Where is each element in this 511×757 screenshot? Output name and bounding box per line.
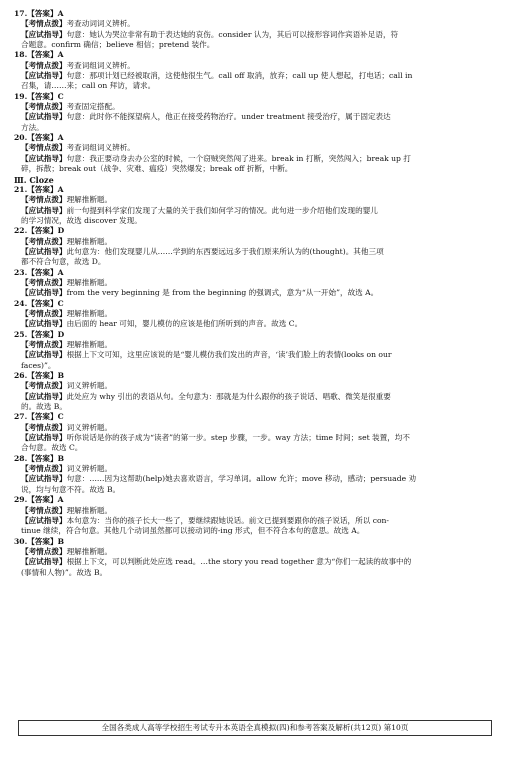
page-footer: 全国各类成人高等学校招生考试专升本英语全真模拟(四)和参考答案及解析(共12页) 第10页: [18, 720, 492, 736]
explanation-text: 词义辨析题。: [66, 381, 113, 391]
tag-label: 【应试指导】: [21, 288, 67, 298]
tag-label: 【应试指导】: [21, 246, 67, 256]
explanation-continuation: faces)”。: [21, 360, 56, 370]
answer-heading: 22.【答案】D: [14, 226, 65, 236]
answer-heading: 24.【答案】C: [14, 298, 64, 308]
answer-heading: 17.【答案】A: [14, 9, 64, 18]
explanation-continuation: 都不符合句意，故选 D。: [21, 257, 106, 267]
explanation-text: 理解推断题。: [66, 505, 113, 515]
explanation-line: [14, 61, 500, 71]
tag-label: 【考情点拨】: [21, 102, 67, 112]
explanation-line: [14, 433, 500, 443]
tag-label: 【考情点拨】: [21, 340, 67, 349]
explanation-line: [14, 547, 500, 557]
explanation-line: [14, 319, 500, 329]
tag-label: 【考情点拨】: [21, 505, 67, 515]
explanation-line: [14, 154, 500, 164]
explanation-text: 根据上下文可知，这里应该说的是“婴儿模仿我们发出的声音，‘读’我们脸上的表情(looks on our: [66, 350, 392, 360]
explanation-text: 考查词组词义辨析。: [66, 60, 135, 70]
explanation-line: [14, 350, 500, 360]
answer-heading: 21.【答案】A: [14, 184, 64, 194]
answer-heading: 20.【答案】A: [14, 133, 64, 143]
tag-label: 【应试指导】: [21, 350, 67, 360]
explanation-continuation: 召集，请……来；call on 拜访，请求。: [21, 81, 156, 91]
explanation-line: [14, 381, 500, 391]
explanation-text: 由后面的 hear 可知，婴儿模仿的应该是他们所听到的声音。故选 C。: [66, 319, 303, 329]
explanation-line: [14, 464, 500, 474]
explanation-line: [14, 112, 500, 122]
explanation-text: 理解推断题。: [66, 236, 113, 246]
explanation-line: [14, 423, 500, 433]
explanation-text: 词义辨析题。: [66, 464, 113, 474]
explanation-continuation: 说，均与句意不符。故选 B。: [21, 484, 121, 494]
tag-label: 【考情点拨】: [21, 464, 67, 474]
explanation-text: from the very beginning 是 from the beginning 的强调式，意为“从一开始”，故选 A。: [66, 288, 379, 298]
explanation-line: [14, 309, 500, 319]
explanation-line: [14, 340, 500, 350]
explanation-text: 根据上下文，可以判断此处应选 read。…the story you read together 意为“你们一起读的故事中的: [66, 557, 412, 567]
tag-label: 【应试指导】: [21, 205, 67, 215]
answer-heading: 30.【答案】B: [14, 536, 65, 546]
explanation-text: 句意：我正要动身去办公室的时候，一个窃贼突然闯了进来。break in 打断，突然闯入；break up 打: [66, 153, 411, 163]
explanation-text: 考查动词词义辨析。: [66, 19, 135, 29]
explanation-text: 此处应为 why 引出的表语从句。全句意为：那就是为什么跟你的孩子说话、唱歌、微笑是很重要: [66, 391, 391, 401]
explanation-text: 考查词组词义辨析。: [66, 143, 135, 153]
tag-label: 【考情点拨】: [21, 143, 67, 153]
explanation-continuation: 的学习情况，故选 discover 发现。: [21, 215, 142, 225]
explanation-text: 句意：那项计划已经被取消，这使他很生气。call off 取消，放弃；call up 使人想起，打电话；call in: [66, 71, 413, 81]
tag-label: 【应试指导】: [21, 474, 67, 484]
tag-label: 【考情点拨】: [21, 308, 67, 318]
explanation-line: [14, 506, 500, 516]
explanation-line: [14, 392, 500, 402]
tag-label: 【考情点拨】: [21, 60, 67, 70]
explanation-line: [14, 237, 500, 247]
explanation-line: [14, 247, 500, 257]
answer-heading: 29.【答案】A: [14, 495, 64, 505]
explanation-text: 理解推断题。: [66, 277, 113, 287]
explanation-continuation: 合题意。confirm 确信；believe 相信；pretend 装作。: [21, 40, 215, 50]
explanation-continuation: tinue 继续，符合句意。其他几个动词虽然都可以接动词的-ing 形式，但不符合本句的意思。故选 A。: [21, 526, 365, 536]
explanation-line: [14, 102, 500, 112]
tag-label: 【考情点拨】: [21, 546, 67, 556]
explanation-line: [14, 19, 500, 29]
explanation-line: [14, 278, 500, 288]
explanation-line: [14, 195, 500, 205]
explanation-line: [14, 557, 500, 567]
tag-label: 【应试指导】: [21, 112, 67, 122]
answer-heading: 27.【答案】C: [14, 412, 64, 422]
tag-label: 【应试指导】: [21, 515, 67, 525]
explanation-line: [14, 30, 500, 40]
explanation-line: [14, 516, 500, 526]
explanation-continuation: 合句意。故选 C。: [21, 443, 83, 453]
explanation-text: 前一句提到科学家们发现了大量的关于我们如何学习的情况。此句进一步介绍他们发现的婴儿: [66, 205, 378, 215]
answer-heading: 19.【答案】C: [14, 91, 64, 101]
explanation-text: 句意：……因为这帮助(help)她去喜欢语言，学习单词。allow 允许；move 移动，感动；persuade 劝: [66, 474, 417, 484]
answer-explanations: [14, 9, 500, 578]
explanation-text: 理解推断题。: [66, 340, 113, 349]
explanation-text: 理解推断题。: [66, 308, 113, 318]
explanation-line: [14, 288, 500, 298]
explanation-line: [14, 71, 500, 81]
explanation-line: [14, 474, 500, 484]
tag-label: 【应试指导】: [21, 557, 67, 567]
tag-label: 【应试指导】: [21, 29, 67, 39]
explanation-continuation: (事情和人物)”。故选 B。: [21, 567, 108, 577]
tag-label: 【考情点拨】: [21, 19, 67, 29]
explanation-text: 考查固定搭配。: [66, 102, 120, 112]
explanation-text: 句意：此时你不能探望病人，他正在接受药物治疗。under treatment 接受治疗，属于固定表达: [66, 112, 391, 122]
answer-heading: 23.【答案】A: [14, 267, 64, 277]
explanation-continuation: 碎，拆散；break out（战争、灾难、瘟疫）突然爆发；break off 折断，中断。: [21, 164, 293, 174]
tag-label: 【考情点拨】: [21, 236, 67, 246]
explanation-text: 此句意为：他们发现婴儿从……学到的东西要远远多于我们原来所认为的(thought)。其他三项: [66, 246, 384, 256]
section-heading: Ⅲ. Cloze: [14, 174, 54, 185]
explanation-line: [14, 143, 500, 153]
explanation-text: 听你说话是你的孩子成为“读者”的第一步。step 步骤，一步。way 方法；time 时间；set 装置，均不: [66, 433, 410, 443]
tag-label: 【应试指导】: [21, 433, 67, 443]
tag-label: 【考情点拨】: [21, 195, 67, 205]
explanation-text: 理解推断题。: [66, 546, 113, 556]
explanation-continuation: 方法。: [21, 122, 44, 132]
answer-heading: 18.【答案】A: [14, 50, 64, 60]
explanation-continuation: 的。故选 B。: [21, 402, 67, 412]
explanation-text: 理解推断题。: [66, 195, 113, 205]
tag-label: 【应试指导】: [21, 71, 67, 81]
tag-label: 【应试指导】: [21, 391, 67, 401]
tag-label: 【考情点拨】: [21, 422, 67, 432]
explanation-text: 词义辨析题。: [66, 422, 113, 432]
tag-label: 【应试指导】: [21, 319, 67, 329]
answer-heading: 28.【答案】B: [14, 453, 65, 463]
tag-label: 【考情点拨】: [21, 277, 67, 287]
explanation-text: 本句意为：当你的孩子长大一些了，要继续跟她说话。前文已提到要跟你的孩子说话，所以 con-: [66, 515, 390, 525]
answer-heading: 25.【答案】D: [14, 329, 65, 339]
answer-heading: 26.【答案】B: [14, 371, 65, 381]
tag-label: 【应试指导】: [21, 153, 67, 163]
explanation-line: [14, 206, 500, 216]
explanation-text: 句意：她认为哭泣非常有助于表达她的哀伤。consider 认为，其后可以接形容词作宾语补足语，符: [66, 29, 399, 39]
tag-label: 【考情点拨】: [21, 381, 67, 391]
